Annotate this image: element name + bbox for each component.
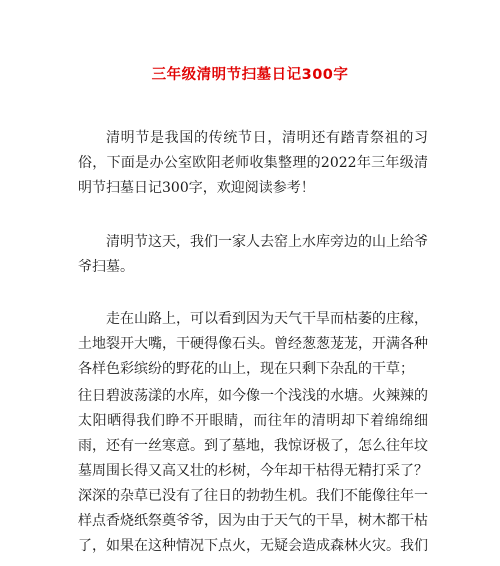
paragraph-family-trip: 清明节这天，我们一家人去窑上水库旁边的山上给爷爷扫墓。: [78, 234, 428, 275]
paragraph-reservoir: 往日碧波荡漾的水库，如今像一个浅浅的水塘。火辣辣的太阳晒得我们睁不开眼睛，而往年的清明却下着绵绵细雨，还有一丝寒意。到了墓地，我惊讶极了，怎么往年坟墓周围长得又高又壮的杉树，今年却干枯得无精打采了？深深的杂草已没有了往日的勃勃生机。我们不能像往年一样点香烧纸祭奠爷爷，因为由于天气的干旱，树木都干枯了，如果在这种情况下点火，无疑会造成森林火灾。我们: [78, 388, 428, 554]
paragraph-intro: 清明节是我国的传统节日，清明还有踏青祭祖的习俗，下面是办公室欧阳老师收集整理的2022年三年级清明节扫墓日记300字，欢迎阅读参考！: [78, 130, 428, 196]
paragraph-mountain-road: 走在山路上，可以看到因为天气干旱而枯萎的庄稼，土地裂开大嘴，干硬得像石头。曾经葱葱茏茏，开满各种各样色彩缤纷的野花的山上，现在只剩下杂乱的干草；: [78, 311, 428, 377]
document-title: 三年级清明节扫墓日记300字: [151, 67, 349, 83]
